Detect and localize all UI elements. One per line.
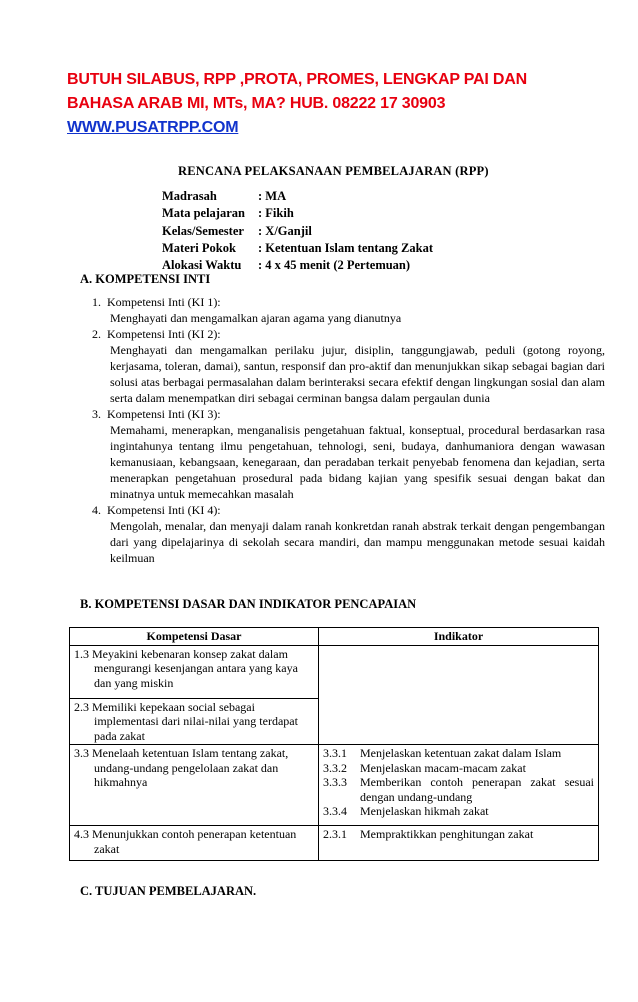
promo-banner bbox=[67, 68, 587, 140]
ki-number: 2. bbox=[92, 327, 101, 341]
section-a-heading: A. KOMPETENSI INTI bbox=[80, 272, 211, 286]
ki-item bbox=[80, 326, 605, 342]
column-header-kd: Kompetensi Dasar bbox=[70, 628, 319, 646]
meta-label: Alokasi Waktu bbox=[162, 258, 242, 273]
table-row bbox=[70, 745, 599, 826]
kd-text: 2.3 Memiliki kepekaan social sebagai implementasi dari nilai-nilai yang terdapat pada zakat bbox=[74, 699, 298, 743]
meta-label: Kelas/Semester bbox=[162, 223, 244, 238]
ki-description: Memahami, menerapkan, menganalisis pengetahuan faktual, konseptual, procedural berdasarkan rasa ingintahunya tentang ilmu pengetahuan, tehnologi, seni, budaya, danhumaniora dengan wawasan kemanusiaan, kebangsaan, kenegaraan, dan peradaban terkait penyebab fenomena dan kejadian, serta menerapkan pengetahuan prosedural pada bidang kajian yang spesifik sesuai dengan bakat dan minatnya untuk memecahkan masalah bbox=[110, 423, 605, 501]
identity-block bbox=[162, 188, 433, 274]
indikator-text: Menjelaskan hikmah zakat bbox=[360, 804, 489, 818]
meta-row bbox=[162, 205, 433, 222]
meta-row bbox=[162, 188, 433, 205]
indikator-number: 3.3.3 bbox=[323, 775, 347, 789]
ki-label: Kompetensi Inti (KI 3): bbox=[107, 407, 221, 421]
kd-text: 1.3 Meyakini kebenaran konsep zakat dalam mengurangi kesenjangan antara yang kaya dan yang miskin bbox=[74, 646, 298, 690]
ki-item bbox=[80, 502, 605, 518]
meta-row bbox=[162, 223, 433, 240]
indikator-number: 3.3.1 bbox=[323, 746, 347, 760]
meta-value: : 4 x 45 menit (2 Pertemuan) bbox=[258, 258, 411, 273]
document-title: RENCANA PELAKSANAAN PEMBELAJARAN (RPP) bbox=[178, 164, 489, 178]
indikator-item bbox=[323, 761, 594, 776]
indikator-item bbox=[323, 746, 594, 761]
indikator-cell bbox=[319, 745, 599, 826]
meta-label: Madrasah bbox=[162, 189, 217, 203]
meta-label: Materi Pokok bbox=[162, 240, 236, 255]
section-b-heading: B. KOMPETENSI DASAR DAN INDIKATOR PENCAPAIAN bbox=[80, 597, 417, 611]
kd-indikator-table bbox=[69, 627, 599, 861]
indikator-text: Menjelaskan macam-macam zakat bbox=[360, 760, 526, 775]
meta-row bbox=[162, 240, 433, 257]
column-header-indikator: Indikator bbox=[319, 628, 599, 646]
meta-value: : MA bbox=[258, 189, 287, 203]
ki-label: Kompetensi Inti (KI 1): bbox=[107, 295, 221, 309]
table-row bbox=[70, 645, 599, 698]
table-row bbox=[70, 826, 599, 861]
ki-number: 1. bbox=[92, 295, 101, 309]
indikator-number: 3.3.4 bbox=[323, 804, 347, 818]
kd-cell bbox=[70, 745, 319, 826]
indikator-number: 3.3.2 bbox=[323, 760, 347, 775]
indikator-text: Menjelaskan ketentuan zakat dalam Islam bbox=[360, 746, 562, 760]
table-header-row bbox=[70, 628, 599, 646]
indikator-cell bbox=[319, 826, 599, 861]
ki-number: 4. bbox=[92, 503, 101, 517]
indikator-item bbox=[323, 827, 594, 842]
ki-label: Kompetensi Inti (KI 2): bbox=[107, 327, 221, 341]
ki-item bbox=[80, 406, 605, 422]
ki-item bbox=[80, 294, 605, 310]
meta-value: : Ketentuan Islam tentang Zakat bbox=[258, 240, 434, 255]
ki-number: 3. bbox=[92, 407, 101, 421]
meta-label: Mata pelajaran bbox=[162, 206, 245, 221]
meta-value: : Fikih bbox=[258, 206, 294, 221]
indikator-number: 2.3.1 bbox=[323, 827, 347, 841]
section-c-heading: C. TUJUAN PEMBELAJARAN. bbox=[80, 884, 257, 898]
promo-text: BUTUH SILABUS, RPP ,PROTA, PROMES, LENGKAP PAI DAN BAHASA ARAB MI, MTs, MA? HUB. 08222 17 30903 bbox=[67, 71, 527, 112]
indikator-item bbox=[323, 775, 594, 804]
ki-label: Kompetensi Inti (KI 4): bbox=[107, 503, 221, 517]
indikator-text: Mempraktikkan penghitungan zakat bbox=[360, 827, 534, 841]
kd-cell bbox=[70, 698, 319, 745]
kompetensi-inti-list bbox=[80, 294, 605, 566]
kd-text: 4.3 Menunjukkan contoh penerapan ketentuan zakat bbox=[74, 827, 297, 856]
promo-link[interactable]: WWW.PUSATRPP.COM bbox=[67, 119, 239, 136]
kd-cell bbox=[70, 826, 319, 861]
ki-description: Menghayati dan mengamalkan ajaran agama yang dianutnya bbox=[110, 311, 402, 325]
kd-text: 3.3 Menelaah ketentuan Islam tentang zakat, undang-undang pengelolaan zakat dan hikmahnya bbox=[74, 746, 289, 789]
ki-description: Menghayati dan mengamalkan perilaku jujur, disiplin, tanggungjawab, peduli (gotong royong, kerjasama, toleran, damai), santun, responsif dan pro-aktif dan menunjukkan sikap sebagai bagian dari solusi atas berbagai permasalahan dalam berinteraksi secara efektif dengan lingkungan sosial dan alam serta dalam menempatkan diri sebagai cerminan bangsa dalam pergaulan dunia bbox=[110, 343, 605, 405]
ki-description: Mengolah, menalar, dan menyaji dalam ranah konkretdan ranah abstrak terkait dengan pengembangan dari yang dipelajarinya di sekolah secara mandiri, dan mampu menggunakan metode sesuai kaidah keilmuan bbox=[110, 519, 605, 565]
meta-value: : X/Ganjil bbox=[258, 223, 312, 238]
kd-cell bbox=[70, 645, 319, 698]
indikator-cell-empty bbox=[319, 645, 599, 745]
indikator-item bbox=[323, 804, 594, 819]
indikator-text: Memberikan contoh penerapan zakat sesuai dengan undang-undang bbox=[360, 775, 594, 804]
